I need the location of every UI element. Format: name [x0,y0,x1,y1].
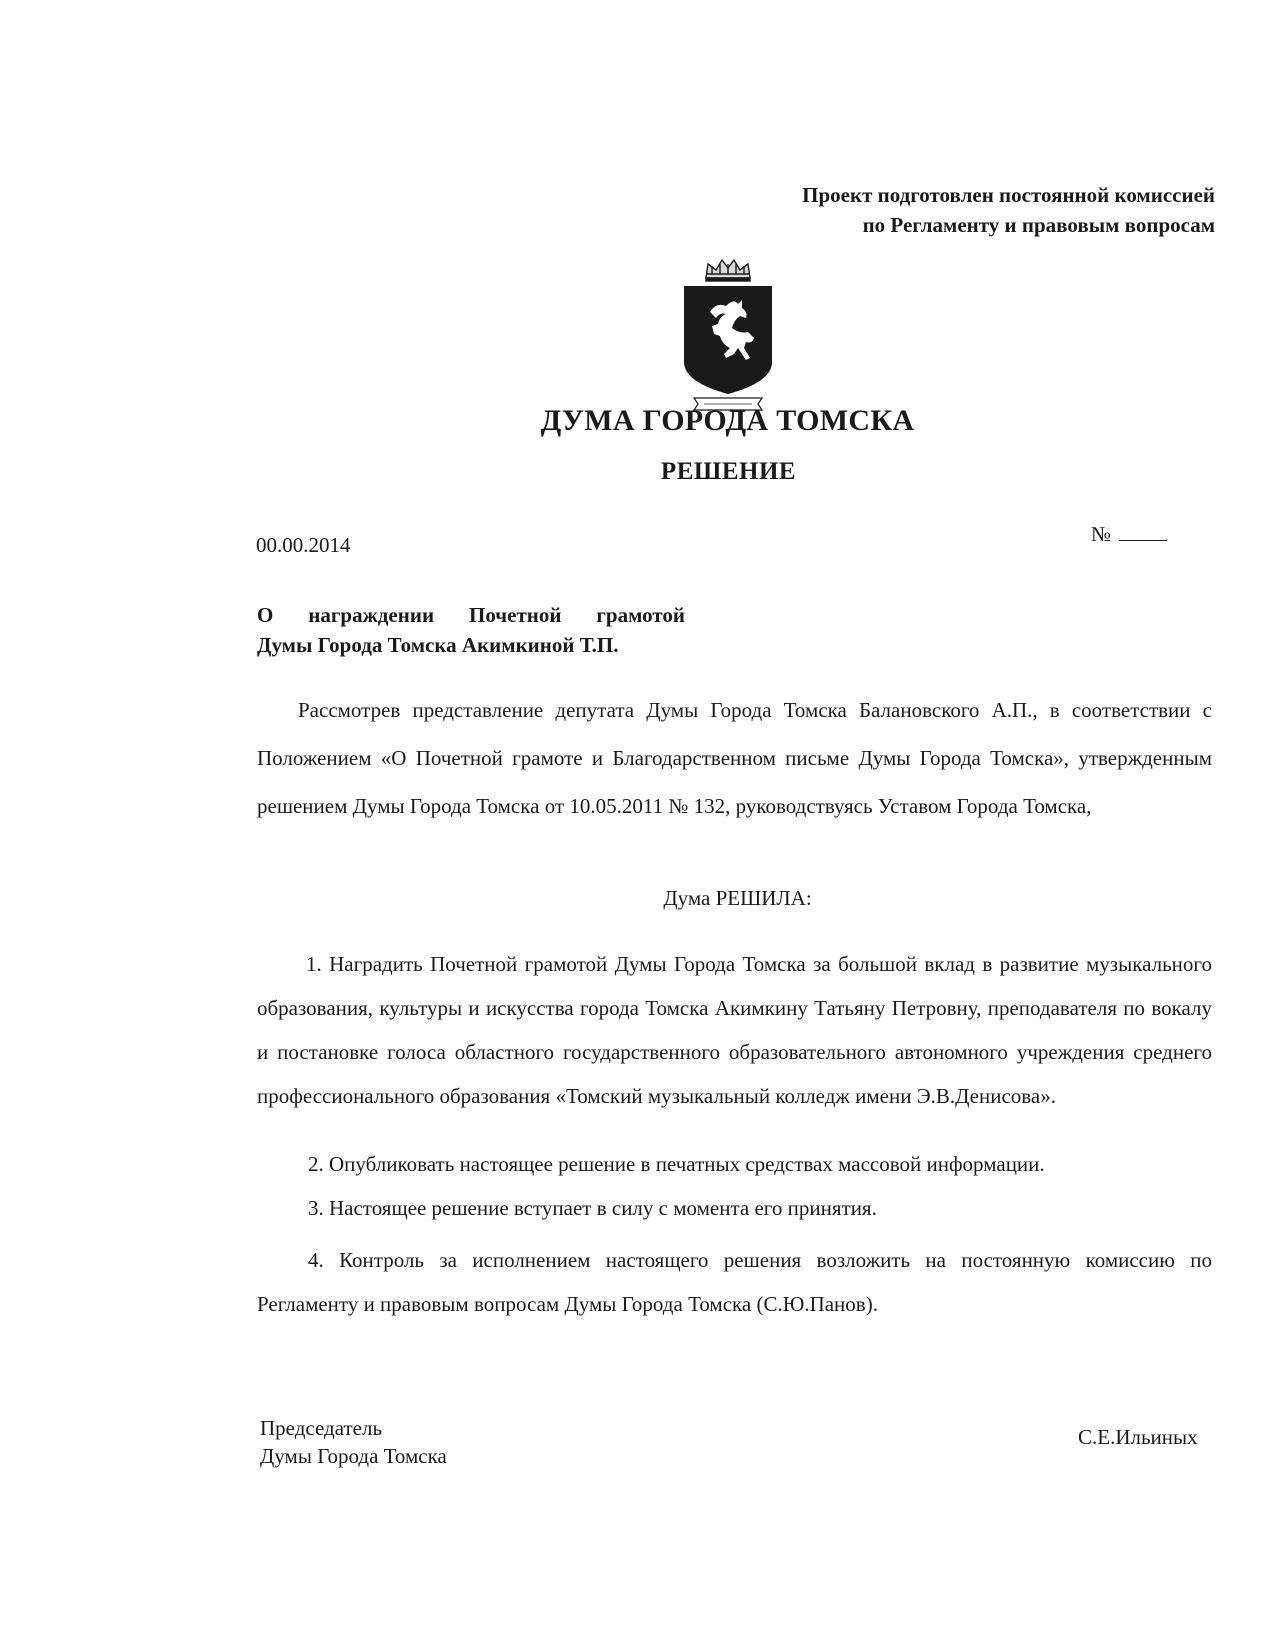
document-subject [257,600,697,660]
intro-paragraph: Рассмотрев представление депутата Думы Города Томска Балановского А.П., в соответствии с Положением «О Почетной грамоте и Благодарственном письме Думы Города Томска», утвержденным решением Думы Города Томска от 10.05.2011 № 132, руководствуясь Уставом Города Томска, [257,698,1212,818]
subject-word: грамотой [596,603,685,627]
organization-title: ДУМА ГОРОДА ТОМСКА [540,404,915,437]
crown-icon [706,260,750,281]
signatory-title-line1: Председатель [260,1416,383,1440]
subject-line1 [257,600,685,630]
subject-line2: Думы Города Томска Акимкиной Т.П. [257,633,619,657]
document-date: 00.00.2014 [256,533,351,557]
subject-word: Почетной [468,603,562,627]
prepared-by-line2: по Регламенту и правовым вопросам [862,213,1215,237]
document-type: РЕШЕНИЕ [660,458,797,485]
signatory-title [260,1414,447,1470]
number-blank [1119,540,1167,541]
document-number [1091,522,1167,547]
decided-heading: Дума РЕШИЛА: [663,886,812,910]
decision-item-2: 2. Опубликовать настоящее решение в печатных средствах массовой информации. [308,1152,1045,1176]
prepared-by-line1: Проект подготовлен постоянной комиссией [802,183,1215,207]
decision-item-1: 1. Наградить Почетной грамотой Думы Города Томска за большой вклад в развитие музыкального образования, культуры и искусства города Томска Акимкину Татьяну Петровну, преподавателя по вокалу и постановке голоса областного государственного образовательного автономного учреждения среднего профессионального образования «Томский музыкальный колледж имени Э.В.Денисова». [257,952,1212,1108]
subject-word: О [257,603,274,627]
decision-item-4: 4. Контроль за исполнением настоящего решения возложить на постоянную комиссию по Регламенту и правовым вопросам Думы Города Томска (С.Ю.Панов). [257,1248,1212,1316]
number-label: № [1091,522,1112,546]
signatory-name: С.Е.Ильиных [1078,1425,1198,1449]
subject-word: награждении [308,603,435,627]
prepared-by-note [802,180,1215,240]
coat-of-arms-icon [676,254,780,416]
decision-item-3: 3. Настоящее решение вступает в силу с момента его принятия. [308,1196,877,1220]
signatory-title-line2: Думы Города Томска [260,1444,447,1468]
